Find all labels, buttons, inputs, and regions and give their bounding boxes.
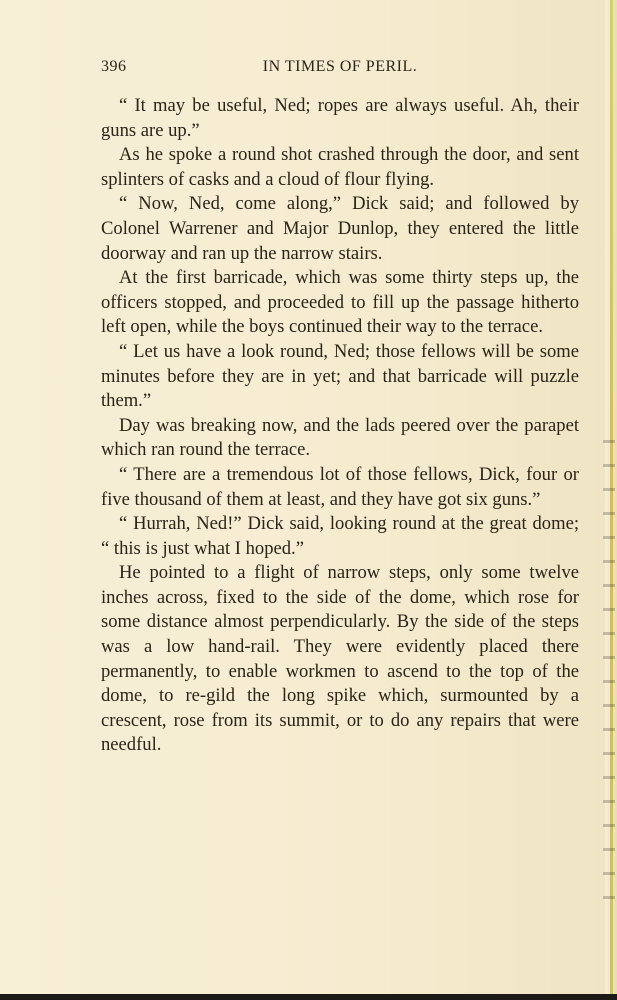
paragraph: “ Now, Ned, come along,” Dick said; and followed by Colonel Warrener and Major Dunlop, they entered the little doorway and ran up the narrow stairs. (101, 193, 579, 264)
running-title: IN TIMES OF PERIL. (262, 58, 418, 75)
scan-border (0, 994, 617, 1000)
paragraph: As he spoke a round shot crashed through the door, and sent splinters of casks and a cloud of flour flying. (101, 144, 579, 190)
page-header (101, 58, 579, 82)
paragraph: “ It may be useful, Ned; ropes are always useful. Ah, their guns are up.” (101, 95, 579, 141)
paragraph: He pointed to a flight of narrow steps, only some twelve inches across, fixed to the side of the dome, which rose for some distance almost perpendicularly. By the side of the steps was a low hand-rail. They were evidently placed there permanently, to enable workmen to ascend to the top of the dome, to re-gild the long spike which, surmounted by a crescent, rose from its summit, or to do any repairs that were needful. (101, 562, 579, 756)
paragraph: “ Hurrah, Ned!” Dick said, looking round at the great dome; “ this is just what I hoped.” (101, 513, 579, 559)
paragraph: “ There are a tremendous lot of those fellows, Dick, four or five thousand of them at least, and they have got six guns.” (101, 463, 579, 510)
page-number: 396 (101, 58, 127, 75)
paragraph: “ Let us have a look round, Ned; those fellows will be some minutes before they are in yet; and that barricade will puzzle them.” (101, 340, 579, 412)
paragraph: At the first barricade, which was some thirty steps up, the officers stopped, and proceeded to fill up the passage hitherto left open, while the boys continued their way to the terrace. (101, 267, 579, 338)
body-text (101, 94, 579, 758)
adjacent-page-bleed (603, 440, 615, 900)
paragraph: Day was breaking now, and the lads peered over the parapet which ran round the terrace. (101, 414, 579, 461)
